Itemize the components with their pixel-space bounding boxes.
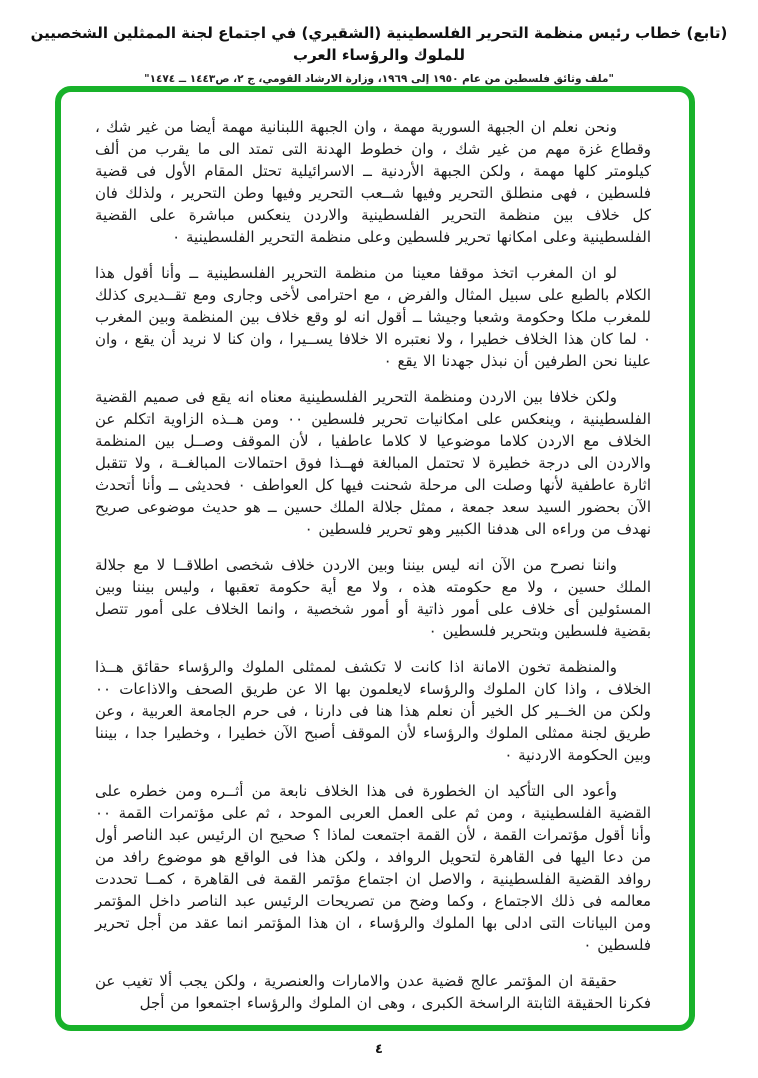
page-number: ٤ [375, 1042, 383, 1057]
body-paragraph-5: والمنظمة تخون الامانة اذا كانت لا تكشف لممثلى الملوك والرؤساء حقائق هــذا الخلاف ، واذا كان الملوك والرؤساء لايعلمون بها الا عن طريق الصحف والاذاعات ٠٠ ولكن من الخــير كل الخير أن نعلم هذا هنا فى دارنا ، فى حرم الجامعة العربية ، وعن طريق لجنة ممثلى الملوك والرؤساء لأن الموقف أصبح الآن خطيرا ، وخطيرا جدا ، بيننا وبين الحكومة الاردنية ٠ [95, 658, 651, 764]
body-paragraph-2: لو ان المغرب اتخذ موقفا معينا من منظمة التحرير الفلسطينية ــ وأنا أقول هذا الكلام بالطبع على سبيل المثال والفرض ، مع احترامى لأخى وجارى ومع تقــديرى كذلك للمغرب ملكا وحكومة وشعبا وجيشا ــ أقول انه لو وقع خلاف بين المنظمة وبين المغرب ٠ لما كان هذا الخلاف خطيرا ، ولا نعتبره الا خلافا يســيرا ، وان كنا لا نريد أن يقع ، وان علينا نحن الطرفين أن نبذل جهدنا الا يقع ٠ [95, 264, 651, 370]
body-paragraph-6: وأعود الى التأكيد ان الخطورة فى هذا الخلاف نابعة من أثــره ومن خطره على القضية الفلسطينية ، ومن ثم على العمل العربى الموحد ، ثم على مؤتمرات القمة ٠٠ وأنا أقول مؤتمرات القمة ، لأن القمة اجتمعت لماذا ؟ صحيح ان الرئيس عبد الناصر أول من دعا اليها فى القاهرة لتحويل الروافد ، ولكن هذا فى الواقع هو موضوع رافد من روافد القضية الفلسطينية ، والاصل ان اجتماع مؤتمر القمة فى القاهرة ، كمــا تحددت معالمه فى ذلك الاجتماع ، وكما وضح من تصريحات الرئيس عبد الناصر داخل المؤتمر ومن البيانات التى ادلى بها الملوك والرؤساء ، ان هذا المؤتمر انما عقد من أجل تحرير فلسطين ٠ [95, 782, 651, 954]
body-paragraph-4: واننا نصرح من الآن انه ليس بيننا وبين الاردن خلاف شخصى اطلاقــا لا مع جلالة الملك حسين ، ولا مع حكومته هذه ، ولا مع أية حكومة تعقبها ، وليس بيننا وبين المسئولين أى خلاف على أمور ذاتية أو أمور شخصية ، وانما الخلاف على أمور تتصل بقضية فلسطين وبتحرير فلسطين ٠ [95, 556, 651, 640]
body-paragraph-3: ولكن خلافا بين الاردن ومنظمة التحرير الفلسطينية معناه انه يقع فى صميم القضية الفلسطينية ، وينعكس على امكانيات تحرير فلسطين ٠٠ ومن هــذه الزاوية اتكلم عن الخلاف مع الاردن كلاما موضوعيا لا كلاما عاطفيا ، لأن الموقف وصــل بين المنظمة والاردن الى درجة خطيرة لا تحتمل المبالغة فهــذا فوق احتمالات المبالغــة ، ولا تتقبل اثارة عاطفية لأنها وصلت الى مرحلة شحنت فيها كل العواطف ٠ فحديثى ــ وأنا أتحدث الآن بحضور السيد سعد جمعة ، ممثل جلالة الملك حسين ــ هو حديث موضوعى صريح نهدف من وراءه الى هدفنا الكبير وهو تحرير فلسطين ٠ [95, 388, 652, 538]
body-paragraph-1: ونحن نعلم ان الجبهة السورية مهمة ، وان الجبهة اللبنانية مهمة أيضا من غير شك ، وقطاع غزة مهم من غير شك ، وان خطوط الهدنة التى تمتد الى ما يقرب من ألف كيلومتر كلها مهمة ، ولكن الجبهة الأردنية ــ الاسرائيلية تحتل المقام الأول فى قضية فلسطين ، فهى منطلق التحرير وفيها شــعب التحرير وفيها وطن التحرير ، ولذلك فان كل خلاف بين منظمة التحرير الفلسطينية والاردن ينعكس مباشرة على القضية الفلسطينية وعلى امكانها تحرير فلسطين وعلى منظمة التحرير الفلسطينية ٠ [95, 118, 651, 246]
document-source-citation: "ملف وثائق فلسطين من عام ١٩٥٠ إلى ١٩٦٩، وزارة الارشاد القومي، ج ٢، ص١٤٤٣ ــ ١٤٧٤" [144, 73, 614, 85]
document-title: (تابع) خطاب رئيس منظمة التحرير الفلسطينية (الشقيري) في اجتماع لجنة الممثلين الشخصيين للملوك والرؤساء العرب [30, 24, 728, 64]
content-frame [55, 86, 695, 1031]
body-paragraph-7: حقيقة ان المؤتمر عالج قضية عدن والامارات والعنصرية ، ولكن يجب ألا تغيب عن فكرنا الحقيقة الثابتة الراسخة الكبرى ، وهى ان الملوك والرؤساء اجتمعوا من أجل [95, 972, 651, 1012]
document-header [0, 0, 758, 85]
